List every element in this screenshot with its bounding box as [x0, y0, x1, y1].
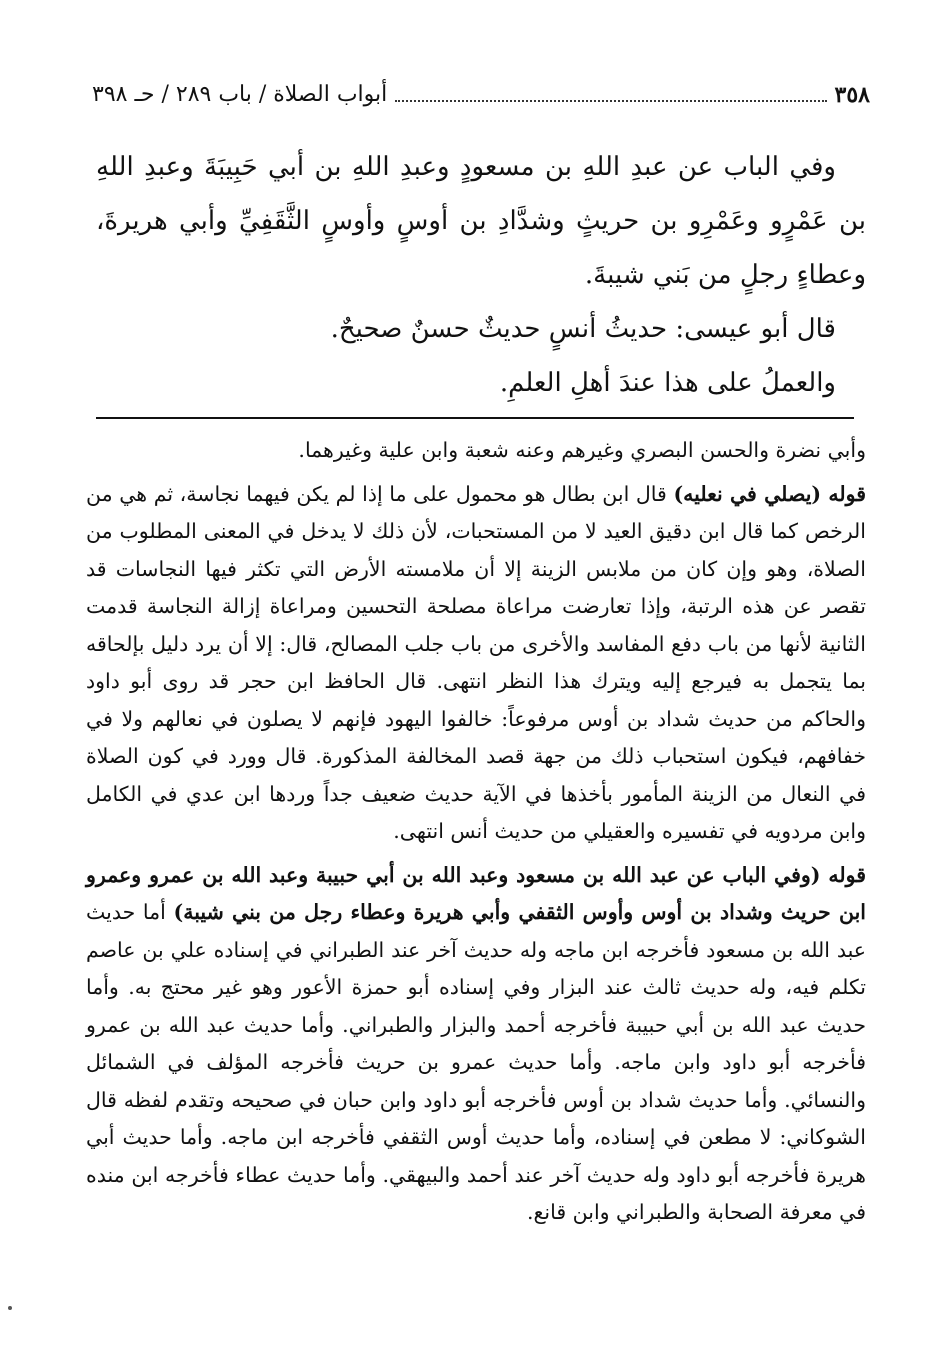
- dotted-leader: [395, 99, 826, 102]
- commentary-paragraph-1: [86, 476, 866, 851]
- hadith-paragraph-chapter-narrations: وفي الباب عن عبدِ اللهِ بن مسعودٍ وعبدِ اللهِ بن أبي حَبِيبَةَ وعبدِ اللهِ بن عَمْرٍو وعَمْرِو بن حريثٍ وشدَّادِ بن أوسٍ وأوسٍ الثَّقَفِيِّ وأبي هريرةَ، وعطاءٍ رجلٍ من بَني شيبةَ.: [96, 152, 866, 290]
- scan-speck: [8, 1306, 12, 1310]
- hadith-text-block: [96, 140, 866, 410]
- page-number: ٣٥٨: [834, 82, 870, 108]
- hadith-paragraph-practice: والعملُ على هذا عندَ أهلِ العلمِ.: [499, 368, 836, 398]
- running-title: أبواب الصلاة / باب ٢٨٩ / حـ ٣٩٨: [92, 82, 388, 107]
- commentary-paragraph-2: [86, 857, 866, 1232]
- hadith-paragraph-grading: قال أبو عيسى: حديثُ أنسٍ حديثٌ حسنٌ صحيحٌ.: [330, 314, 836, 344]
- commentary-paragraph-continuation: وأبي نضرة والحسن البصري وغيرهم وعنه شعبة وابن علية وغيرهما.: [298, 438, 866, 462]
- running-header: [92, 74, 870, 110]
- commentary-body-2: أما حديث عبد الله بن مسعود فأخرجه ابن ماجه وله حديث آخر عند الطبراني في إسناده علي بن عاصم تكلم فيه، وله حديث ثالث عند البزار وفي إسناده أبو حمزة الأعور وهو غير محتج به. وأما حديث عبد الله بن أبي حبيبة فأخرجه أحمد والبزار والطبراني. وأما حديث عبد الله بن عمرو فأخرجه أبو داود وابن ماجه. وأما حديث عمرو بن حريث فأخرجه المؤلف في الشمائل والنسائي. وأما حديث شداد بن أوس فأخرجه أبو داود وابن حبان في صحيحه وتقدم لفظه قال الشوكاني: لا مطعن في إسناده، وأما حديث أوس الثقفي فأخرجه ابن ماجه. وأما حديث أبي هريرة فأخرجه أبو داود وله حديث آخر عند أحمد والبيهقي. وأما حديث عطاء فأخرجه ابن منده في معرفة الصحابة والطبراني وابن قانع.: [86, 900, 866, 1224]
- commentary-block: [86, 432, 866, 1232]
- commentary-lemma-2: قوله (وفي الباب عن عبد الله بن مسعود وعبد الله بن أبي حبيبة وعبد الله بن عمرو وعمرو ابن حريث وشداد بن أوس وأوس الثقفي وأبي هريرة وعطاء رجل من بني شيبة): [86, 862, 867, 924]
- commentary-body-1: قال ابن بطال هو محمول على ما إذا لم يكن فيهما نجاسة، ثم هي من الرخص كما قال ابن دقيق العيد لا من المستحبات، لأن ذلك لا يدخل في المعنى المطلوب من الصلاة، وهو وإن كان من ملابس الزينة إلا أن ملامسته الأرض التي تكثر فيها النجاسات قد تقصر عن هذه الرتبة، وإذا تعارضت مراعاة مصلحة التحسين ومراعاة إزالة النجاسة قدمت الثانية لأنها من باب دفع المفاسد والأخرى من باب جلب المصالح، قال: إلا أن يرد دليل بإلحاقه بما يتجمل به فيرجع إليه ويترك هذا النظر انتهى. قال الحافظ ابن حجر قد روى أبو داود والحاكم من حديث شداد بن أوس مرفوعاً: خالفوا اليهود فإنهم لا يصلون في نعالهم ولا في خفافهم، فيكون استحباب ذلك من جهة قصد المخالفة المذكورة. قال وورد في كون الصلاة في النعال من الزينة المأمور بأخذها في الآية حديث ضعيف جداً وردها ابن عدي في الكامل وابن مردويه في تفسيره والعقيلي من حديث أنس انتهى.: [86, 481, 866, 843]
- commentary-lemma-1: قوله (يصلي في نعليه): [673, 481, 866, 506]
- separator-rule: [96, 417, 854, 419]
